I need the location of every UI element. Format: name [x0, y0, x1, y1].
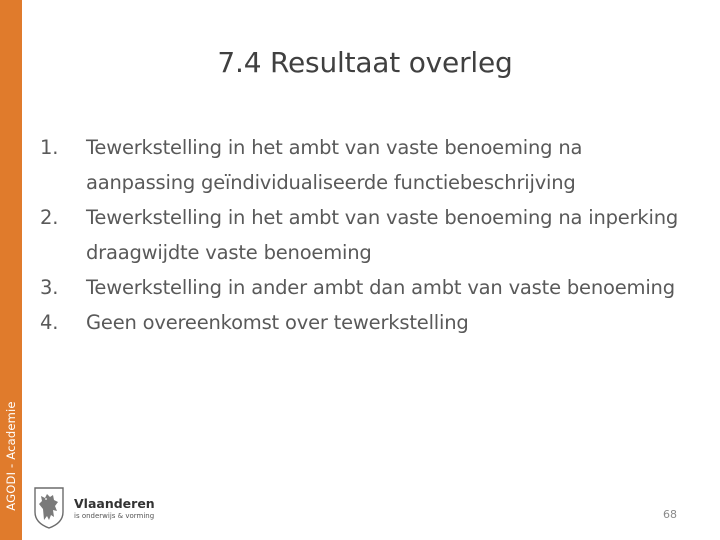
flemish-lion-icon: [32, 487, 66, 529]
list-item-text: Tewerkstelling in het ambt van vaste benoeming na aanpassing geïndividualiseerde functiebeschrijving: [86, 136, 583, 194]
logo-subtitle: is onderwijs & vorming: [74, 512, 155, 520]
logo-name: Vlaanderen: [74, 496, 155, 511]
list-item-number: 2.: [40, 206, 59, 229]
list-item-text: Geen overeenkomst over tewerkstelling: [86, 311, 469, 334]
list-item: [40, 200, 680, 270]
list-item: [40, 270, 680, 305]
list-item: [40, 130, 680, 200]
vlaanderen-logo: [32, 487, 155, 529]
list-item-text: Tewerkstelling in het ambt van vaste benoeming na inperking draagwijdte vaste benoeming: [86, 206, 679, 264]
list-item: [40, 305, 680, 340]
result-list: [40, 130, 680, 340]
list-item-number: 3.: [40, 276, 59, 299]
slide-title: 7.4 Resultaat overleg: [217, 46, 513, 79]
side-bar: [0, 0, 22, 540]
list-item-number: 4.: [40, 311, 59, 334]
sidebar-label: AGODI - Academie: [4, 401, 18, 511]
page-number: 68: [663, 508, 677, 521]
list-item-text: Tewerkstelling in ander ambt dan ambt van vaste benoeming: [86, 276, 675, 299]
list-item-number: 1.: [40, 136, 59, 159]
